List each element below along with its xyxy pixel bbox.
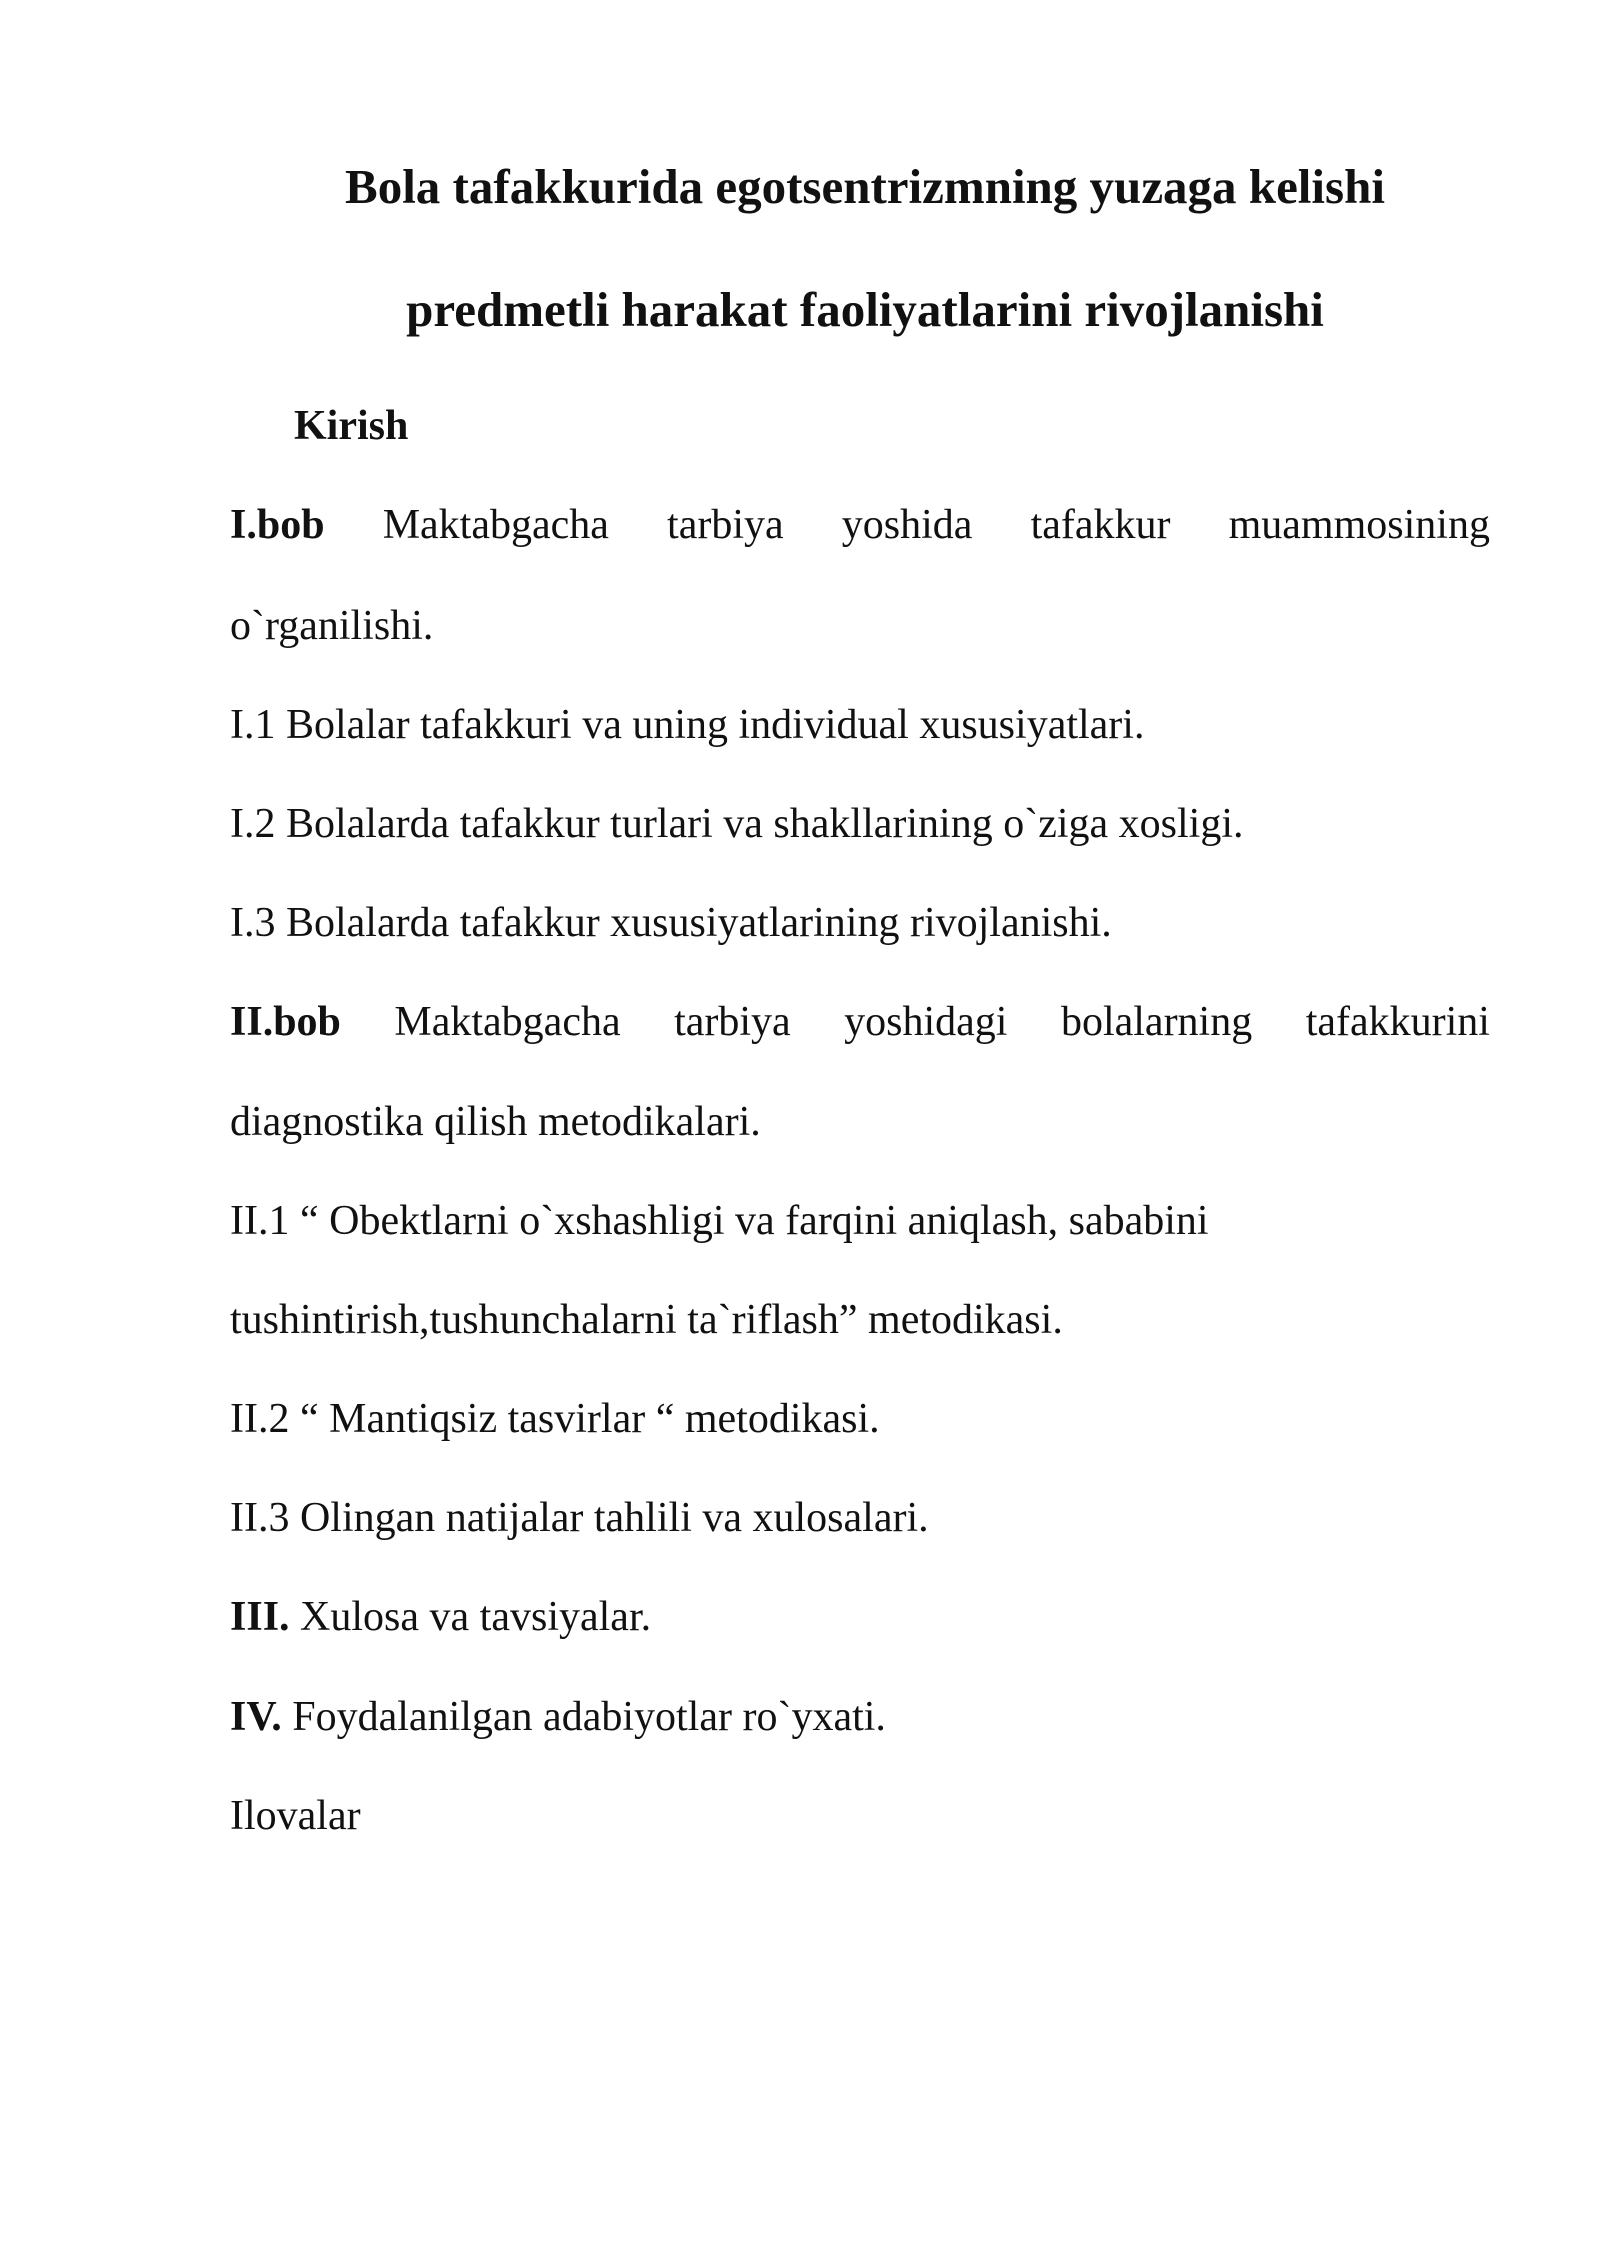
toc-section-2-2: II.2 “ Mantiqsiz tasvirlar “ metodikasi.: [230, 1396, 880, 1442]
chapter-3-text: Xulosa va tavsiyalar.: [289, 1594, 652, 1640]
chapter-2-word: yoshidagi: [844, 999, 1008, 1045]
toc-chapter-1: [230, 504, 1490, 546]
chapter-2-word: bolalarning: [1060, 999, 1253, 1045]
chapter-1-continuation: o`rganilishi.: [230, 603, 434, 649]
chapter-1-word: yoshida: [841, 502, 973, 548]
toc-chapter-3: [230, 1596, 1490, 1638]
chapter-2-continuation: diagnostika qilish metodikalari.: [230, 1099, 761, 1145]
title-line-2: predmetli harakat faoliyatlarini rivojlanishi: [406, 282, 1324, 337]
toc-section-2-3: II.3 Olingan natijalar tahlili va xulosalari.: [230, 1495, 929, 1541]
chapter-1-label: I.bob: [230, 502, 325, 548]
toc-section-2-1-line-1: II.1 “ Obektlarni o`xshashligi va farqini aniqlash, sababini: [230, 1198, 1209, 1244]
toc-section-1-1: I.1 Bolalar tafakkuri va uning individual xususiyatlari.: [230, 702, 1145, 748]
toc-section-1-2: I.2 Bolalarda tafakkur turlari va shakllarining o`ziga xosligi.: [230, 801, 1244, 847]
chapter-1-word: muammosining: [1228, 502, 1490, 548]
toc-section-1-3: I.3 Bolalarda tafakkur xususiyatlarining rivojlanishi.: [230, 900, 1112, 946]
toc-appendix: Ilovalar: [230, 1793, 361, 1839]
title-line-1: Bola tafakkurida egotsentrizmning yuzaga kelishi: [345, 159, 1385, 214]
chapter-1-word: tarbiya: [667, 502, 784, 548]
chapter-2-label: II.bob: [230, 999, 341, 1045]
chapter-1-word: Maktabgacha: [382, 502, 609, 548]
toc-kirish: Kirish: [294, 403, 409, 449]
toc-chapter-2: [230, 1001, 1490, 1043]
chapter-2-word: tarbiya: [674, 999, 791, 1045]
toc-chapter-4: [230, 1696, 1490, 1738]
chapter-3-label: III.: [230, 1594, 290, 1640]
toc-section-2-1-line-2: tushintirish,tushunchalarni ta`riflash” metodikasi.: [230, 1297, 1063, 1343]
chapter-2-word: Maktabgacha: [394, 999, 621, 1045]
chapter-4-text: Foydalanilgan adabiyotlar ro`yxati.: [281, 1694, 886, 1740]
chapter-4-label: IV.: [230, 1694, 282, 1740]
chapter-1-word: tafakkur: [1030, 502, 1171, 548]
chapter-2-word: tafakkurini: [1305, 999, 1490, 1045]
